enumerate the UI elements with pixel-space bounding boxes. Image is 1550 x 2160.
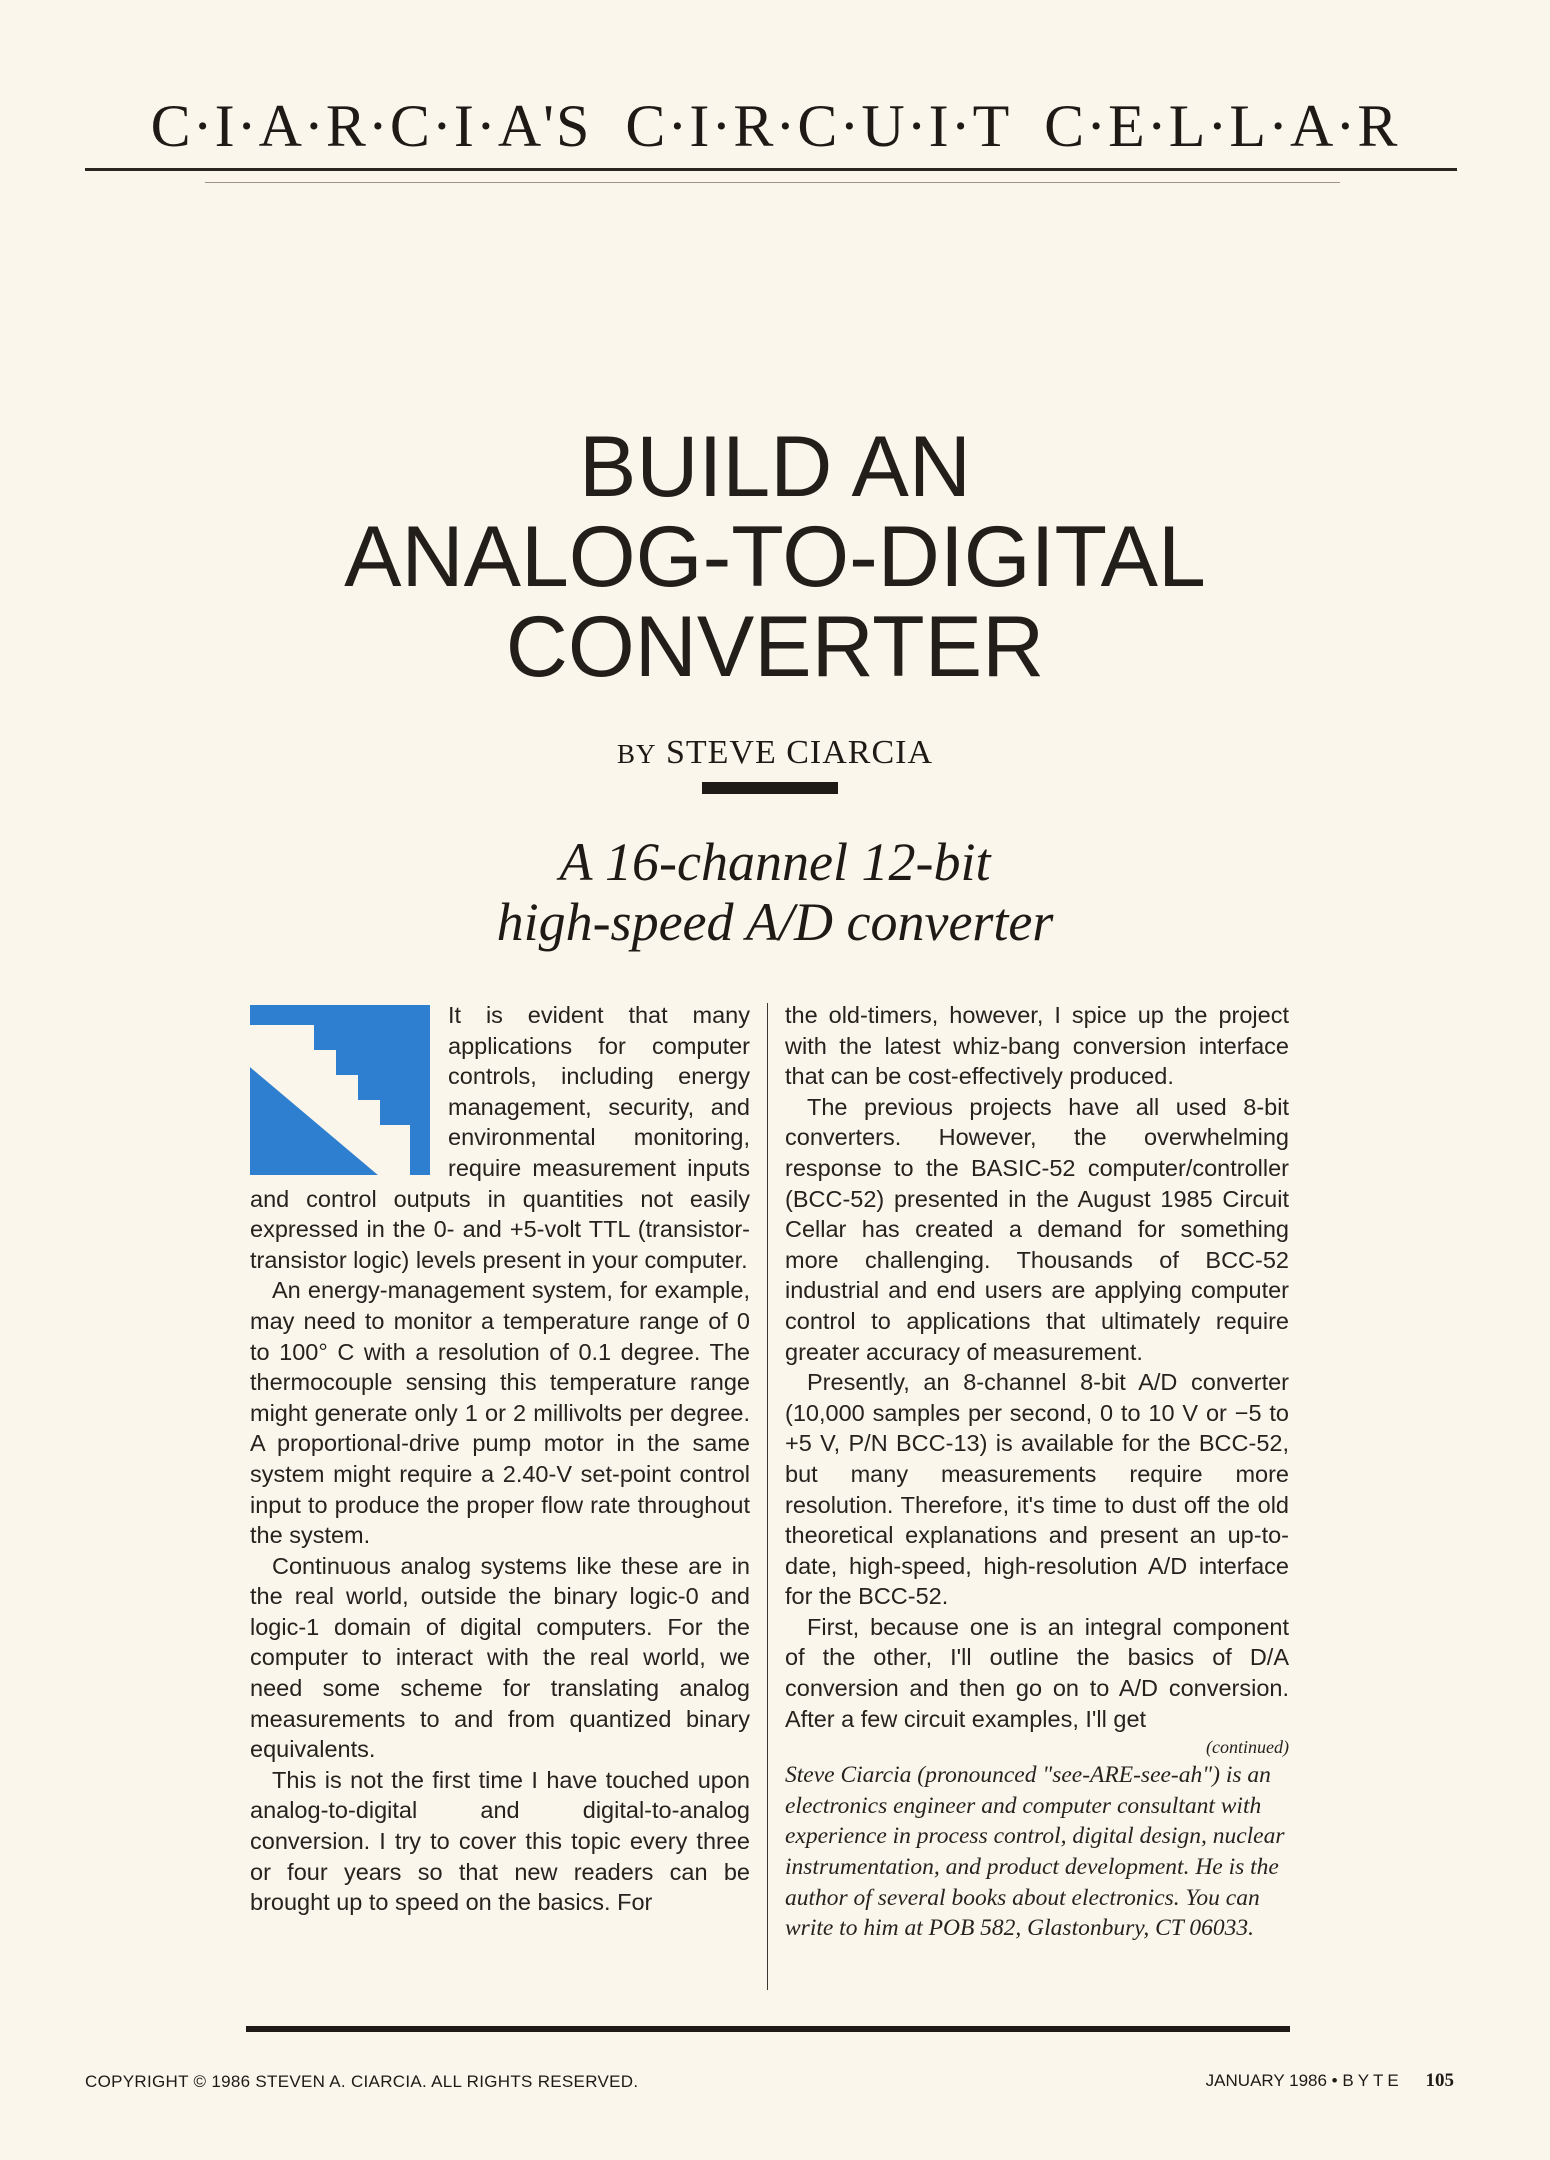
header-rule-thin <box>205 182 1340 183</box>
deck-line: high-speed A/D converter <box>496 892 1054 952</box>
title-line: BUILD AN <box>579 419 971 515</box>
paragraph: First, because one is an integral component of the other, I'll outline the basics of D/A conversion and then go on to A/D conversion. After a few circuit examples, I'll get <box>785 1613 1289 1732</box>
deck <box>0 832 1550 952</box>
magazine-name: BYTE <box>1342 2071 1403 2090</box>
deck-line: A 16-channel 12-bit <box>559 832 991 892</box>
title-line: ANALOG-TO-DIGITAL <box>344 509 1206 605</box>
byline-rule <box>702 782 838 794</box>
folio <box>1206 2070 1454 2092</box>
byline <box>0 734 1550 772</box>
staircase-logo-icon <box>250 1005 430 1175</box>
paragraph: The previous projects have all used 8-bit converters. However, the overwhelming response to the BASIC-52 computer/controller (BCC-52) presented in the August 1985 Circuit Cellar has created a demand for something more challenging. Thousands of BCC-52 industrial and end users are applying computer control to applications that ultimately require greater accuracy of measurement. <box>785 1093 1289 1365</box>
copyright-notice: COPYRIGHT © 1986 STEVEN A. CIARCIA. ALL RIGHTS RESERVED. <box>85 2072 639 2091</box>
article-title <box>0 419 1550 695</box>
page-number: 105 <box>1425 2070 1454 2091</box>
paragraph: Presently, an 8-channel 8-bit A/D converter (10,000 samples per second, 0 to 10 V or −5 to +5 V, P/N BCC-13) is available for the BCC-52, but many measurements require more resolution. Therefore, it's time to dust off the old theoretical explanations and present an up-to-date, high-speed, high-resolution A/D interface for the BCC-52. <box>785 1369 1289 1610</box>
paragraph: This is not the first time I have touched upon analog-to-digital and digital-to-analog conversion. I try to cover this topic every three or four years so that new readers can be brought up to speed on the basics. For <box>250 1766 750 1916</box>
paragraph: Continuous analog systems like these are in the real world, outside the binary logic-0 and logic-1 domain of digital computers. For the computer to interact with the real world, we need some scheme for translating analog measurements to and from quantized binary equivalents. <box>250 1552 750 1763</box>
byline-author: STEVE CIARCIA <box>665 734 934 771</box>
paragraph: It is evident that many applications for computer controls, including energy management, security, and environmental monitoring, require measurement inputs and control outputs in quantities not easily expressed in the 0- and +5-volt TTL (transistor-transistor logic) levels present in your computer. <box>250 1002 750 1273</box>
continued-label: (continued) <box>1206 1737 1289 1758</box>
byline-prefix: BY <box>616 739 657 769</box>
body-column-left <box>250 1000 750 1918</box>
author-bio: Steve Ciarcia (pronounced "see-ARE-see-ah") is an electronics engineer and computer consultant with experience in process control, digital design, nuclear instrumentation, and product development. He is the author of several books about electronics. You can write to him at POB 582, Glastonbury, CT 06033. <box>785 1762 1285 1942</box>
running-head: C·I·A·R·C·I·A'S C·I·R·C·U·I·T C·E·L·L·A·R <box>150 93 1400 159</box>
title-line: CONVERTER <box>505 599 1045 695</box>
paragraph: the old-timers, however, I spice up the project with the latest whiz-bang conversion interface that can be cost-effectively produced. <box>785 1002 1289 1090</box>
body-column-right <box>785 1000 1289 1944</box>
header-rule <box>85 168 1457 171</box>
issue-date: JANUARY 1986 • <box>1205 2071 1338 2090</box>
paragraph: An energy-management system, for example, may need to monitor a temperature range of 0 to 100° C with a resolution of 0.1 degree. The thermocouple sensing this temperature range might generate only 1 or 2 millivolts per degree. A proportional-drive pump motor in the same system might require a 2.40-V set-point control input to produce the proper flow rate throughout the system. <box>250 1277 750 1549</box>
bottom-rule <box>246 2026 1290 2032</box>
column-divider <box>767 1003 768 1990</box>
